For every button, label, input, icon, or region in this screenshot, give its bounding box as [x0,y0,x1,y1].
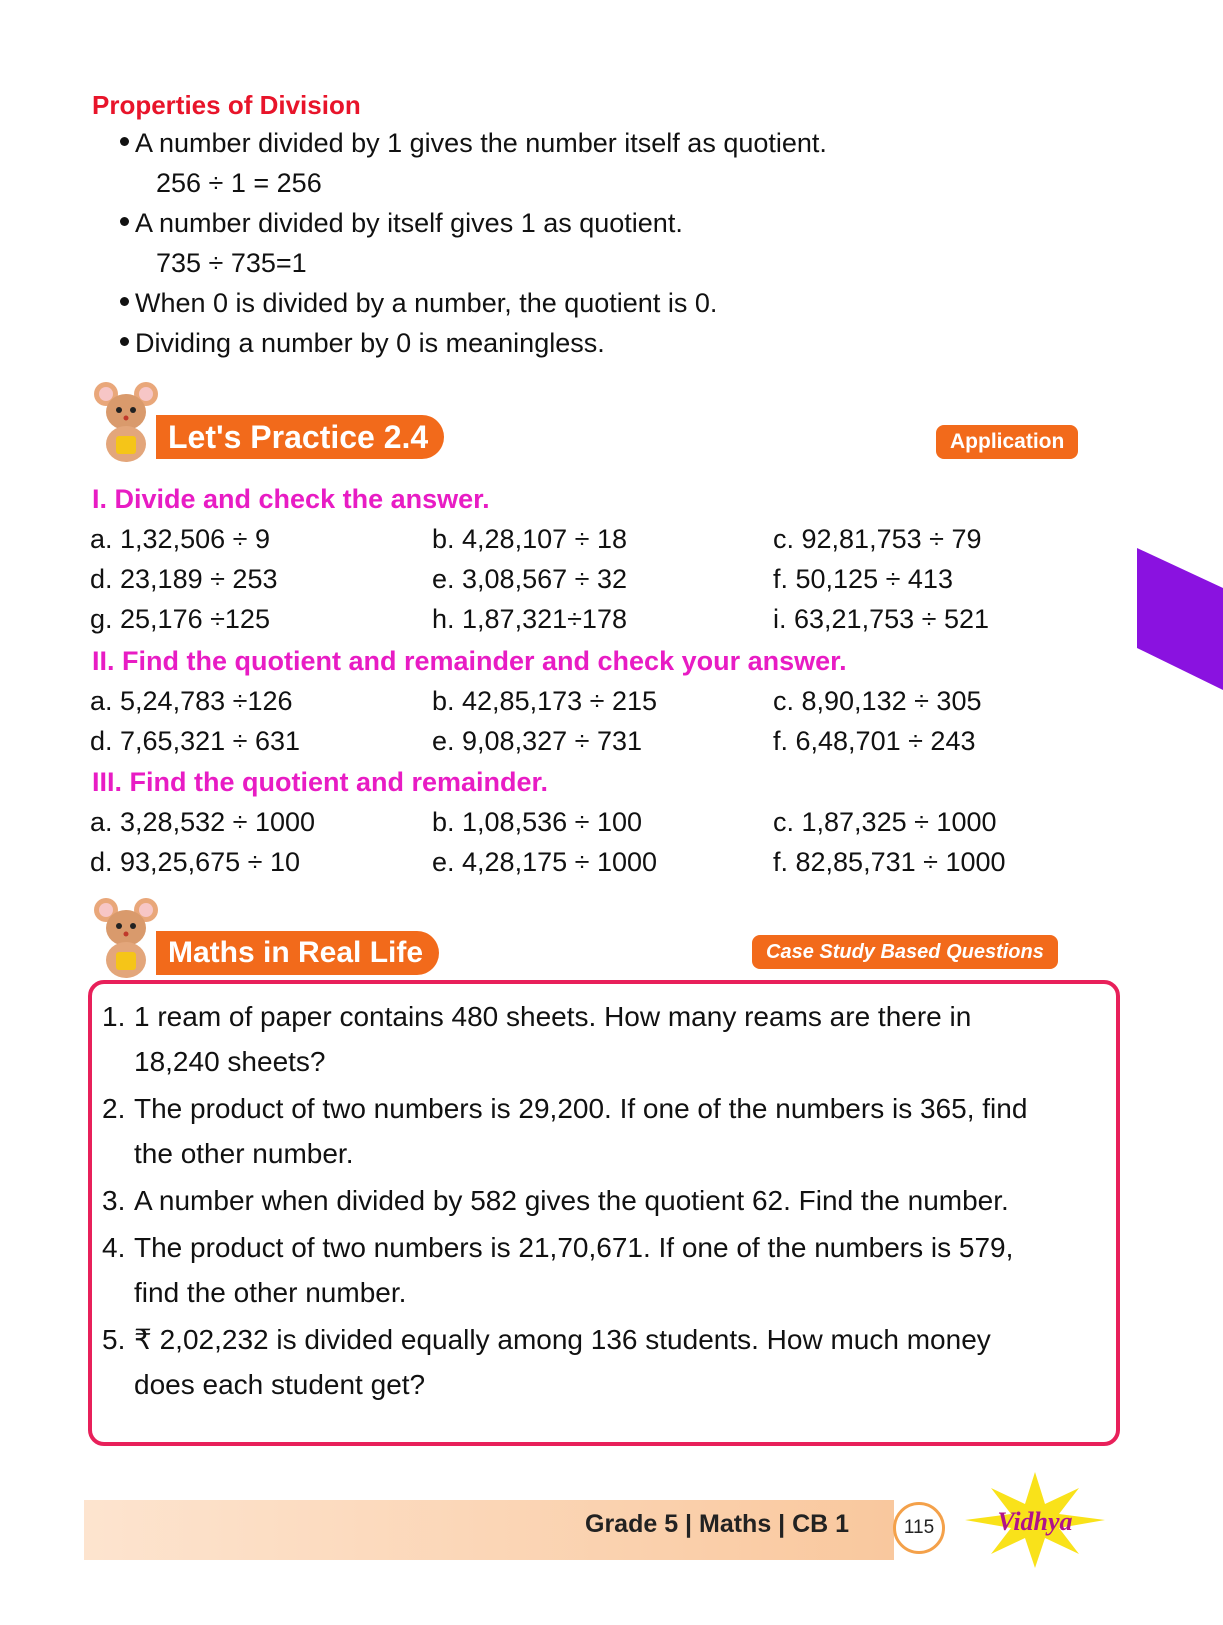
real-life-question-3: 3. A number when divided by 582 gives the quotient 62. Find the number. [102,1185,1009,1216]
page-number: 115 [893,1502,945,1554]
footer-text: Grade 5 | Maths | CB 1 [585,1510,850,1538]
bullet-icon [120,337,129,346]
application-tag: Application [936,425,1078,459]
question-item: f. 50,125 ÷ 413 [773,564,953,594]
practice-banner: Let's Practice 2.4 [156,415,444,459]
bullet-icon [120,217,129,226]
question-item: f. 6,48,701 ÷ 243 [773,726,976,756]
question-item: g. 25,176 ÷125 [90,604,270,634]
question-item: c. 92,81,753 ÷ 79 [773,524,982,554]
case-study-tag: Case Study Based Questions [752,935,1058,969]
real-life-banner: Maths in Real Life [156,931,439,975]
property-item-4: Dividing a number by 0 is meaningless. [120,328,605,359]
property-item-3: When 0 is divided by a number, the quotient is 0. [120,288,717,319]
question-item: c. 8,90,132 ÷ 305 [773,686,982,716]
property-example-2: 735 ÷ 735=1 [156,248,307,278]
chapter-side-tab [1137,548,1223,690]
real-life-question-5: 5. ₹ 2,02,232 is divided equally among 136 students. How much money does each student get? [102,1324,991,1400]
question-item: b. 4,28,107 ÷ 18 [432,524,627,554]
bullet-icon [120,137,129,146]
question-item: c. 1,87,325 ÷ 1000 [773,807,997,837]
mouse-mascot-icon [92,380,162,464]
question-item: e. 3,08,567 ÷ 32 [432,564,627,594]
real-life-question-2: 2. The product of two numbers is 29,200. If one of the numbers is 365, find the other number. [102,1093,1028,1169]
section-2-heading: II. Find the quotient and remainder and check your answer. [92,646,847,676]
svg-text:Vidhya: Vidhya [997,1507,1073,1536]
question-item: a. 5,24,783 ÷126 [90,686,293,716]
question-item: b. 42,85,173 ÷ 215 [432,686,658,716]
section-3-heading: III. Find the quotient and remainder. [92,767,549,797]
question-item: d. 93,25,675 ÷ 10 [90,847,300,877]
vidhya-logo-icon [955,1470,1115,1570]
question-item: e. 9,08,327 ÷ 731 [432,726,642,756]
properties-heading: Properties of Division [92,90,361,120]
real-life-question-1: 1. 1 ream of paper contains 480 sheets. How many reams are there in 18,240 sheets? [102,1001,972,1077]
question-item: i. 63,21,753 ÷ 521 [773,604,989,634]
question-item: h. 1,87,321÷178 [432,604,627,634]
question-item: e. 4,28,175 ÷ 1000 [432,847,658,877]
question-item: b. 1,08,536 ÷ 100 [432,807,642,837]
section-1-heading: I. Divide and check the answer. [92,484,490,514]
property-item-2: A number divided by itself gives 1 as quotient. [120,208,683,239]
property-example-1: 256 ÷ 1 = 256 [156,168,322,198]
question-item: a. 1,32,506 ÷ 9 [90,524,270,554]
question-item: d. 23,189 ÷ 253 [90,564,278,594]
mouse-mascot-icon [92,896,162,980]
question-item: a. 3,28,532 ÷ 1000 [90,807,316,837]
question-item: f. 82,85,731 ÷ 1000 [773,847,1006,877]
question-item: d. 7,65,321 ÷ 631 [90,726,300,756]
bullet-icon [120,297,129,306]
property-item-1: A number divided by 1 gives the number itself as quotient. [120,128,827,159]
real-life-question-4: 4. The product of two numbers is 21,70,671. If one of the numbers is 579, find the other number. [102,1232,1014,1308]
